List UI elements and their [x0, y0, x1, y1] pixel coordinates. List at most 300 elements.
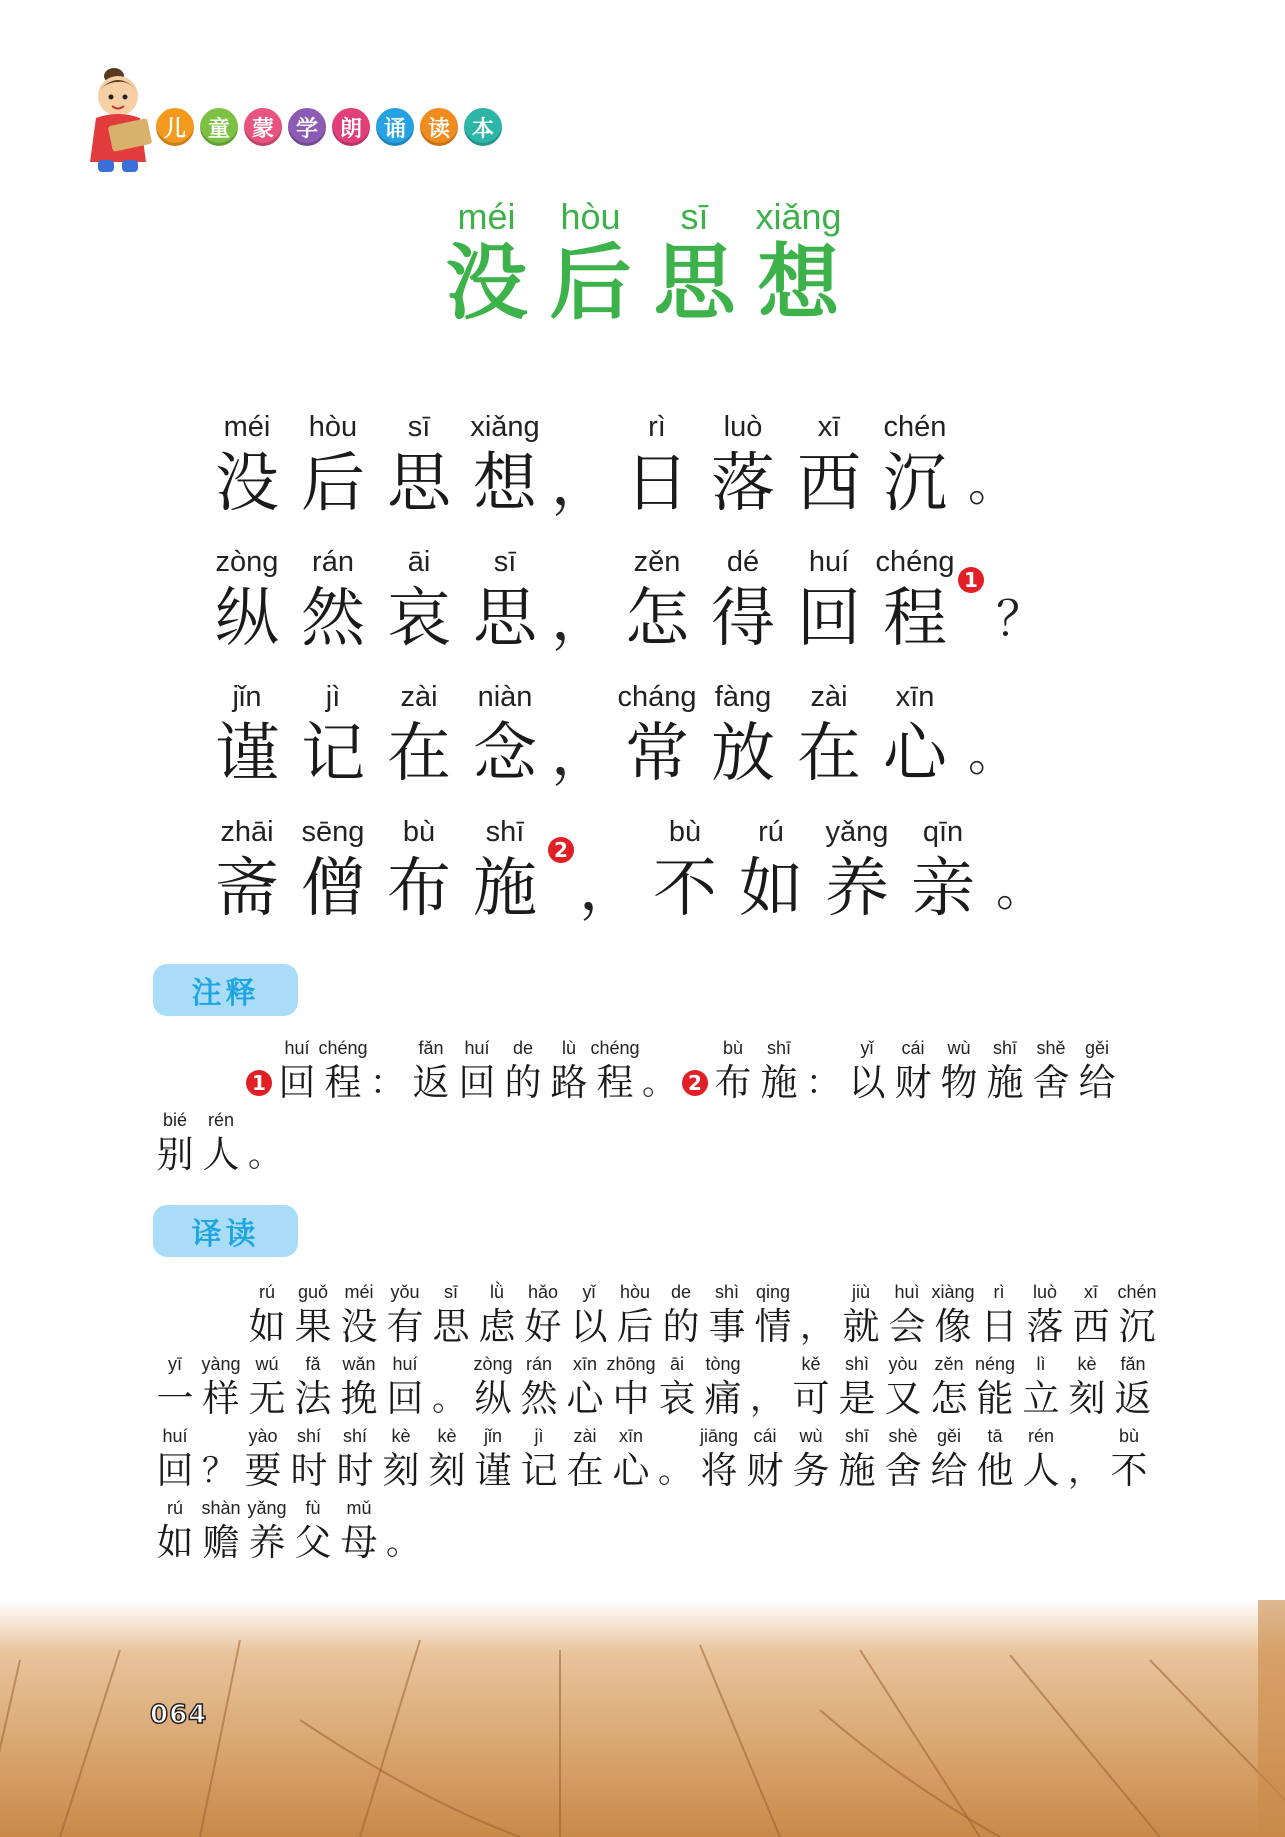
translation-pinyin: jiù	[851, 1282, 870, 1302]
translation-char: 纵	[474, 1377, 512, 1420]
series-title-char: 诵	[374, 106, 416, 148]
translation-char: 刻	[1068, 1377, 1106, 1420]
poem-pinyin: yǎng	[825, 816, 889, 848]
translation-pinyin: rú	[258, 1282, 275, 1302]
translation-char: 又	[884, 1377, 922, 1420]
poem-punctuation: ，	[579, 854, 639, 924]
poem-char-cell	[376, 814, 462, 928]
translation-char-cell	[290, 1352, 336, 1422]
poem-pinyin: xiǎng	[470, 411, 540, 443]
child-reader-icon	[88, 66, 158, 176]
poem-char-cell	[290, 409, 376, 523]
translation-char: 日	[980, 1305, 1018, 1348]
translation-char: 是	[838, 1377, 876, 1420]
translation-char-cell	[240, 1424, 286, 1494]
poem-pinyin: rú	[758, 816, 784, 848]
translation-char-cell	[1064, 1352, 1110, 1422]
poem-pinyin: chéng	[875, 546, 955, 578]
poem-char: 日	[625, 447, 689, 521]
title-char: 没	[445, 236, 528, 331]
translation-pinyin: fǎn	[1120, 1354, 1146, 1374]
translation-char-cell	[290, 1496, 336, 1566]
translation-pinyin: xī	[1083, 1282, 1098, 1302]
poem-pinyin: cháng	[617, 681, 697, 713]
translation-pinyin: wǎn	[342, 1354, 376, 1374]
notes-pinyin: wù	[947, 1038, 971, 1058]
poem-char: 沉	[883, 447, 947, 521]
translation-char-cell	[1114, 1280, 1160, 1350]
poem-char: 斋	[215, 852, 279, 926]
translation-char-cell	[152, 1352, 198, 1422]
poem-char: 在	[797, 717, 861, 791]
notes-pinyin: chéng	[318, 1038, 368, 1058]
translation-pinyin: yǐ	[582, 1282, 596, 1302]
poem-char-cell	[290, 814, 376, 928]
poem-pinyin: niàn	[477, 681, 533, 713]
poem-punctuation: ，	[551, 719, 611, 789]
translation-label: 译读	[153, 1205, 298, 1257]
poem-char: 僧	[301, 852, 365, 926]
translation-char-cell	[336, 1280, 382, 1350]
notes-char-cell	[1028, 1036, 1074, 1106]
translation-pinyin: yào	[248, 1426, 278, 1446]
poem-char-cell	[728, 814, 814, 928]
note-marker: 1	[246, 1070, 272, 1096]
notes-char: 人	[202, 1133, 240, 1176]
poem-pinyin: xī	[817, 411, 841, 443]
poem-char-cell	[376, 409, 462, 523]
poem-char-cell	[290, 544, 376, 658]
translation-pinyin: fù	[305, 1498, 321, 1518]
notes-char: 舍	[1032, 1061, 1070, 1104]
translation-char-cell	[286, 1424, 332, 1494]
notes-char: 路	[550, 1061, 588, 1104]
poem-char-cell	[700, 679, 786, 793]
translation-char: 挽	[340, 1377, 378, 1420]
translation-char: 要	[244, 1449, 282, 1492]
notes-line	[152, 1108, 286, 1178]
translation-char-cell	[520, 1280, 566, 1350]
translation-char-cell	[696, 1424, 742, 1494]
translation-pinyin: mǔ	[346, 1498, 372, 1518]
translation-char-cell	[1110, 1352, 1156, 1422]
poem-pinyin: shī	[485, 816, 525, 848]
poem-pinyin: luò	[723, 411, 763, 443]
translation-char: 无	[248, 1377, 286, 1420]
translation-pinyin: yòu	[888, 1354, 918, 1374]
notes-char: 回	[458, 1061, 496, 1104]
translation-punctuation: ，	[1068, 1451, 1102, 1491]
translation-punctuation: 。	[432, 1379, 466, 1419]
translation-pinyin: lì	[1036, 1354, 1046, 1374]
translation-char: 赡	[202, 1521, 240, 1564]
series-title-char: 本	[462, 106, 504, 148]
translation-char: 给	[930, 1449, 968, 1492]
poem-end-punctuation: 。	[968, 726, 1017, 782]
translation-pinyin: chén	[1117, 1282, 1157, 1302]
translation-char: 舍	[884, 1449, 922, 1492]
translation-char-cell	[244, 1352, 290, 1422]
translation-char-cell	[428, 1280, 474, 1350]
notes-punctuation: 。	[642, 1063, 676, 1103]
poem-char: 布	[387, 852, 451, 926]
poem-char: 西	[797, 447, 861, 521]
notes-char: 布	[714, 1061, 752, 1104]
poem-pinyin: sēng	[301, 816, 365, 848]
poem-char: 放	[711, 717, 775, 791]
poem-char-cell	[700, 409, 786, 523]
poem-char: 想	[473, 447, 537, 521]
title-char: 思	[653, 236, 736, 331]
translation-char: 以	[570, 1305, 608, 1348]
translation-char-cell	[516, 1424, 562, 1494]
translation-pinyin: tā	[987, 1426, 1003, 1446]
poem-char: 在	[387, 717, 451, 791]
translation-char-cell	[704, 1280, 750, 1350]
translation-char-cell	[562, 1352, 608, 1422]
translation-char: 情	[754, 1305, 792, 1348]
translation-char: 不	[1110, 1449, 1148, 1492]
translation-char: 将	[700, 1449, 738, 1492]
title-pinyin: xiǎng	[755, 196, 842, 237]
translation-char: 时	[290, 1449, 328, 1492]
page-number: 064	[150, 1700, 208, 1730]
poem-char: 得	[711, 582, 775, 656]
poem-end-punctuation: 。	[968, 456, 1017, 512]
translation-char-cell	[834, 1352, 880, 1422]
translation-punctuation: ，	[800, 1307, 834, 1347]
translation-char: 果	[294, 1305, 332, 1348]
note-marker-wrap	[244, 1060, 274, 1106]
translation-pinyin: sī	[443, 1282, 458, 1302]
notes-char: 施	[986, 1061, 1024, 1104]
translation-char: 会	[888, 1305, 926, 1348]
poem-char: 哀	[387, 582, 451, 656]
translation-char: 痛	[704, 1377, 742, 1420]
poem-char-cell	[642, 814, 728, 928]
notes-pinyin: de	[512, 1038, 534, 1058]
translation-pinyin: rì	[993, 1282, 1005, 1302]
translation-char: 的	[662, 1305, 700, 1348]
translation-pinyin: rén	[1027, 1426, 1054, 1446]
translation-char-cell	[382, 1352, 428, 1422]
notes-char-cell	[936, 1036, 982, 1106]
poem-char-cell	[786, 409, 872, 523]
poem-punctuation: ，	[551, 449, 611, 519]
notes-char: 返	[412, 1061, 450, 1104]
poem-char-cell	[614, 544, 700, 658]
translation-char: 回	[156, 1449, 194, 1492]
translation-line	[152, 1496, 424, 1566]
translation-char: 心	[566, 1377, 604, 1420]
poem-char-cell	[700, 544, 786, 658]
translation-char: 母	[340, 1521, 378, 1564]
translation-char: 就	[842, 1305, 880, 1348]
translation-char-cell	[336, 1352, 382, 1422]
translation-char: 样	[202, 1377, 240, 1420]
notes-pinyin: shě	[1036, 1038, 1066, 1058]
translation-char-cell	[198, 1352, 244, 1422]
notes-char-cell	[546, 1036, 592, 1106]
translation-char-cell	[336, 1496, 382, 1566]
translation-pinyin: shì	[844, 1354, 869, 1374]
poem-char: 不	[653, 852, 717, 926]
translation-pinyin: shàn	[201, 1498, 241, 1518]
poem-char: 程	[883, 582, 947, 656]
title-pinyin: sī	[680, 196, 709, 237]
translation-char-cell	[244, 1280, 290, 1350]
poem-body	[204, 388, 1104, 928]
translation-punctuation: ，	[750, 1379, 784, 1419]
translation-char-cell	[566, 1280, 612, 1350]
series-title-char: 朗	[330, 106, 372, 148]
poem-pinyin: huí	[808, 546, 850, 578]
poem-title	[0, 196, 1285, 330]
poem-char-cell	[376, 544, 462, 658]
poem-char-cell	[872, 409, 958, 523]
translation-char: 立	[1022, 1377, 1060, 1420]
translation-char: 一	[156, 1377, 194, 1420]
translation-char-cell	[608, 1352, 654, 1422]
poem-pinyin: bù	[402, 816, 436, 848]
translation-char: 落	[1026, 1305, 1064, 1348]
title-char-cell	[546, 196, 636, 330]
translation-char: 怎	[930, 1377, 968, 1420]
translation-char: 没	[340, 1305, 378, 1348]
note-marker: 2	[682, 1070, 708, 1096]
translation-char-cell	[926, 1352, 972, 1422]
translation-char-cell	[838, 1280, 884, 1350]
translation-char: 在	[566, 1449, 604, 1492]
series-title-char: 童	[198, 106, 240, 148]
translation-char: 西	[1072, 1305, 1110, 1348]
poem-char: 思	[473, 582, 537, 656]
translation-punctuation: 。	[386, 1523, 420, 1563]
poem-char-cell	[462, 409, 548, 523]
translation-pinyin: xīn	[572, 1354, 597, 1374]
translation-char: 刻	[428, 1449, 466, 1492]
notes-punctuation: ：	[806, 1063, 840, 1103]
translation-char: 记	[520, 1449, 558, 1492]
notes-char: 财	[894, 1061, 932, 1104]
title-char: 想	[757, 236, 840, 331]
notes-char-cell	[198, 1108, 244, 1178]
translation-pinyin: lǜ	[489, 1282, 504, 1302]
translation-char-cell	[516, 1352, 562, 1422]
poem-pinyin: xīn	[895, 681, 935, 713]
translation-char-cell	[424, 1424, 470, 1494]
notes-char: 别	[156, 1133, 194, 1176]
poem-char-cell	[204, 544, 290, 658]
notes-punctuation: 。	[248, 1135, 282, 1175]
poem-char: 施	[473, 852, 537, 926]
poem-pinyin: fàng	[714, 681, 772, 713]
poem-pinyin: zòng	[215, 546, 279, 578]
poem-char: 回	[797, 582, 861, 656]
translation-pinyin: guǒ	[297, 1282, 329, 1302]
translation-char: 有	[386, 1305, 424, 1348]
poem-char: 纵	[215, 582, 279, 656]
series-title	[154, 106, 504, 148]
poem-char-cell	[614, 679, 700, 793]
notes-label: 注释	[153, 964, 298, 1016]
translation-pinyin: néng	[974, 1354, 1016, 1374]
translation-pinyin: cái	[753, 1426, 777, 1446]
title-char: 后	[549, 236, 632, 331]
poem-end-punctuation: ？	[996, 591, 1045, 647]
poem-pinyin: jǐn	[232, 681, 262, 713]
poem-char-cell	[462, 679, 548, 793]
notes-char: 程	[324, 1061, 362, 1104]
translation-char-cell	[608, 1424, 654, 1494]
translation-char: 虑	[478, 1305, 516, 1348]
poem-pinyin: āi	[407, 546, 431, 578]
notes-line	[244, 1036, 1120, 1106]
poem-line	[204, 388, 1104, 523]
translation-pinyin: bù	[1118, 1426, 1140, 1446]
poem-pinyin: zài	[400, 681, 438, 713]
poem-pinyin: zhāi	[220, 816, 274, 848]
translation-char-cell	[926, 1424, 972, 1494]
translation-pinyin: āi	[669, 1354, 684, 1374]
translation-char: 好	[524, 1305, 562, 1348]
translation-char: 后	[616, 1305, 654, 1348]
notes-char-cell	[320, 1036, 366, 1106]
translation-char-cell	[880, 1352, 926, 1422]
translation-char: 财	[746, 1449, 784, 1492]
notes-pinyin: shī	[766, 1038, 791, 1058]
translation-char: 谨	[474, 1449, 512, 1492]
translation-pinyin: zài	[573, 1426, 597, 1446]
translation-char: 可	[792, 1377, 830, 1420]
notes-char-cell	[756, 1036, 802, 1106]
poem-char-cell	[462, 544, 548, 658]
poem-char-cell	[900, 814, 986, 928]
translation-char: 务	[792, 1449, 830, 1492]
translation-char-cell	[332, 1424, 378, 1494]
note-marker: 1	[958, 567, 984, 593]
poem-line	[204, 658, 1104, 793]
translation-char: 人	[1022, 1449, 1060, 1492]
translation-char: 事	[708, 1305, 746, 1348]
poem-pinyin: bù	[668, 816, 702, 848]
translation-line	[244, 1280, 1160, 1350]
notes-char-cell	[500, 1036, 546, 1106]
poem-char: 心	[883, 717, 947, 791]
translation-char-cell	[658, 1280, 704, 1350]
title-pinyin: méi	[457, 196, 516, 237]
poem-char: 思	[387, 447, 451, 521]
translation-char-cell	[788, 1352, 834, 1422]
notes-char-cell	[982, 1036, 1028, 1106]
translation-char-cell	[742, 1424, 788, 1494]
poem-pinyin: chén	[883, 411, 947, 443]
translation-char: 像	[934, 1305, 972, 1348]
poem-end-punctuation: 。	[996, 861, 1045, 917]
translation-char: 沉	[1118, 1305, 1156, 1348]
translation-char: 刻	[382, 1449, 420, 1492]
translation-char: 心	[612, 1449, 650, 1492]
poem-char: 没	[215, 447, 279, 521]
title-char-cell	[442, 196, 532, 330]
translation-pinyin: kè	[391, 1426, 411, 1446]
note-marker-wrap	[680, 1060, 710, 1106]
notes-char-cell	[890, 1036, 936, 1106]
translation-pinyin: kè	[1077, 1354, 1097, 1374]
translation-char: 哀	[658, 1377, 696, 1420]
poem-pinyin: zài	[810, 681, 848, 713]
notes-pinyin: fǎn	[418, 1038, 444, 1058]
translation-char-cell	[880, 1424, 926, 1494]
translation-char-cell	[1018, 1352, 1064, 1422]
notes-char-cell	[454, 1036, 500, 1106]
poem-char-cell	[786, 679, 872, 793]
poem-char-cell	[872, 679, 958, 793]
poem-char-cell	[814, 814, 900, 928]
poem-char-cell	[786, 544, 872, 658]
translation-char-cell	[470, 1424, 516, 1494]
poem-pinyin: méi	[223, 411, 271, 443]
poem-pinyin: rì	[648, 411, 666, 443]
poem-pinyin: rán	[312, 546, 354, 578]
series-title-char: 儿	[154, 106, 196, 148]
translation-pinyin: yǎng	[247, 1498, 287, 1518]
notes-char-cell	[152, 1108, 198, 1178]
translation-char-cell	[834, 1424, 880, 1494]
translation-char: 施	[838, 1449, 876, 1492]
notes-char-cell	[408, 1036, 454, 1106]
translation-pinyin: hòu	[619, 1282, 651, 1302]
notes-pinyin: chéng	[590, 1038, 640, 1058]
translation-pinyin: zòng	[473, 1354, 513, 1374]
translation-pinyin: shí	[342, 1426, 367, 1446]
translation-char-cell	[654, 1352, 700, 1422]
translation-char-cell	[474, 1280, 520, 1350]
translation-char-cell	[378, 1424, 424, 1494]
translation-pinyin: huí	[162, 1426, 188, 1446]
translation-pinyin: shī	[844, 1426, 869, 1446]
translation-char: 然	[520, 1377, 558, 1420]
translation-char: 能	[976, 1377, 1014, 1420]
translation-char: 养	[248, 1521, 286, 1564]
translation-char-cell	[700, 1352, 746, 1422]
notes-char: 回	[278, 1061, 316, 1104]
translation-char-cell	[1018, 1424, 1064, 1494]
poem-pinyin: sī	[493, 546, 517, 578]
notes-pinyin: shī	[992, 1038, 1017, 1058]
translation-pinyin: qing	[755, 1282, 791, 1302]
translation-char: 父	[294, 1521, 332, 1564]
translation-pinyin: wú	[255, 1354, 279, 1374]
poem-char-cell	[204, 814, 290, 928]
notes-char: 的	[504, 1061, 542, 1104]
translation-pinyin: de	[670, 1282, 692, 1302]
note-marker: 2	[548, 837, 574, 863]
translation-pinyin: shí	[296, 1426, 321, 1446]
notes-char: 给	[1078, 1061, 1116, 1104]
poem-char-cell	[462, 814, 548, 928]
translation-char: 时	[336, 1449, 374, 1492]
notes-char: 以	[848, 1061, 886, 1104]
poem-punctuation: ，	[551, 584, 611, 654]
translation-pinyin: huì	[894, 1282, 920, 1302]
translation-line	[152, 1352, 1156, 1422]
translation-pinyin: hǎo	[527, 1282, 559, 1302]
translation-char-cell	[382, 1280, 428, 1350]
translation-pinyin: kè	[437, 1426, 457, 1446]
translation-char: 返	[1114, 1377, 1152, 1420]
translation-char-cell	[562, 1424, 608, 1494]
